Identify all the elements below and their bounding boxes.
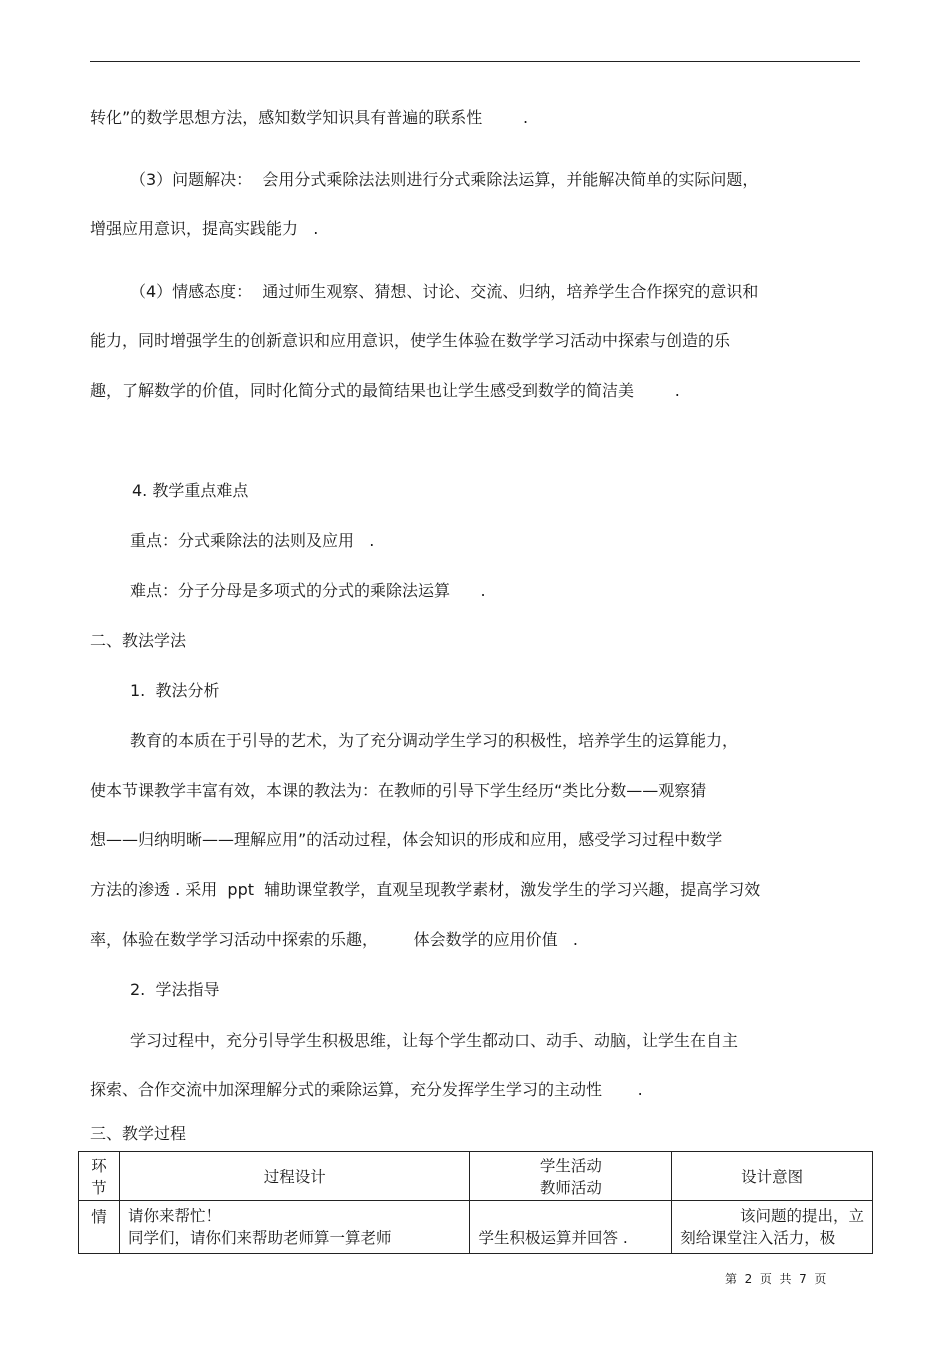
cell-intent: 该问题的提出，立 刻给课堂注入活力，极 xyxy=(672,1201,873,1254)
goal-emotion-attitude: （4）情感态度： 通过师生观察、猜想、讨论、交流、归纳，培养学生合作探究的意识和 xyxy=(130,282,759,301)
subheading-learning-method: 2. 学法指导 xyxy=(130,980,220,999)
section-heading-methods: 二、教法学法 xyxy=(90,631,187,650)
page-number: 第 2 页 共 7 页 xyxy=(725,1272,827,1286)
header-process: 过程设计 xyxy=(119,1152,470,1201)
cell-activity: 学生积极运算并回答 . xyxy=(470,1201,672,1254)
goal-problem-solving: （3）问题解决： 会用分式乘除法法则进行分式乘除法运算，并能解决简单的实际问题， xyxy=(130,170,759,189)
subheading-teaching-method: 1. 教法分析 xyxy=(130,681,220,700)
difficult-point: 难点：分子分母是多项式的分式的乘除法运算 . xyxy=(130,581,486,600)
paragraph-line: 趣，了解数学的价值，同时化简分式的最简结果也让学生感受到数学的简洁美 . xyxy=(90,381,680,400)
paragraph-line: 学习过程中，充分引导学生积极思维，让每个学生都动口、动手、动脑，让学生在自主 xyxy=(130,1031,739,1050)
paragraph-line: 想——归纳明晰——理解应用”的活动过程，体会知识的形成和应用，感受学习过程中数学 xyxy=(90,830,723,849)
header-activity: 学生活动 教师活动 xyxy=(470,1152,672,1201)
header-stage: 环 节 xyxy=(79,1152,120,1201)
teaching-process-table xyxy=(78,1151,873,1254)
header-rule xyxy=(90,61,860,62)
paragraph-line: 率，体验在数学学习活动中探索的乐趣， 体会数学的应用价值 . xyxy=(90,930,578,949)
paragraph-line: 增强应用意识，提高实践能力 . xyxy=(90,219,319,238)
cell-stage: 情 xyxy=(79,1201,120,1254)
section-heading-key-points: 4. 教学重点难点 xyxy=(132,481,249,500)
table-row xyxy=(79,1201,873,1254)
paragraph-line: 方法的渗透 . 采用 ppt 辅助课堂教学，直观呈现教学素材，激发学生的学习兴趣，提高学习效 xyxy=(90,880,761,899)
paragraph-line: 教育的本质在于引导的艺术，为了充分调动学生学习的积极性，培养学生的运算能力， xyxy=(130,731,739,750)
header-intent: 设计意图 xyxy=(672,1152,873,1201)
paragraph-line: 能力，同时增强学生的创新意识和应用意识，使学生体验在数学学习活动中探索与创造的乐 xyxy=(90,331,731,350)
paragraph-line: 转化”的数学思想方法，感知数学知识具有普遍的联系性 . xyxy=(90,108,529,127)
table-header-row xyxy=(79,1152,873,1201)
key-point: 重点：分式乘除法的法则及应用 . xyxy=(130,531,375,550)
paragraph-line: 使本节课教学丰富有效，本课的教法为：在教师的引导下学生经历“类比分数——观察猜 xyxy=(90,781,707,800)
paragraph-line: 探索、合作交流中加深理解分式的乘除运算，充分发挥学生学习的主动性 . xyxy=(90,1080,643,1099)
cell-process: 请你来帮忙！ 同学们，请你们来帮助老师算一算老师 xyxy=(119,1201,470,1254)
section-heading-process: 三、教学过程 xyxy=(90,1124,187,1143)
